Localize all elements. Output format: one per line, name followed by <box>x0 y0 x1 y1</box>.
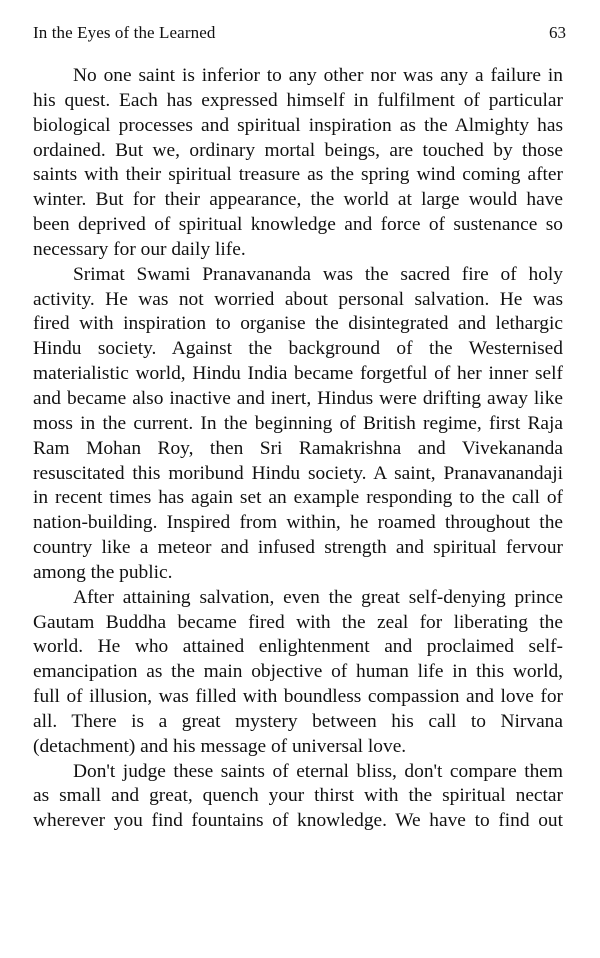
text-line: nation-building. Inspired from within, he roamed throughout the <box>33 512 563 534</box>
text-line: materialistic world, Hindu India became forgetful of her inner self <box>33 363 563 385</box>
paragraph <box>33 760 563 835</box>
text-line: resuscitated this moribund Hindu society. A saint, Pranavanandaji <box>33 462 563 484</box>
text-line: (detachment) and his message of universal love. <box>33 735 407 757</box>
text-line: Gautam Buddha became fired with the zeal for liberating the <box>33 611 563 633</box>
text-line: among the public. <box>33 561 173 583</box>
text-line: saints with their spiritual treasure as the spring wind coming after <box>33 164 563 186</box>
paragraph <box>33 64 563 263</box>
text-line: moss in the current. In the beginning of British regime, first Raja <box>33 412 563 434</box>
text-line: activity. He was not worried about personal salvation. He was <box>33 288 563 310</box>
text-line: emancipation as the main objective of human life in this world, <box>33 661 563 683</box>
text-line: been deprived of spiritual knowledge and force of sustenance so <box>33 214 563 236</box>
text-line: fired with inspiration to organise the disintegrated and lethargic <box>33 313 563 335</box>
text-line: Ram Mohan Roy, then Sri Ramakrishna and Vivekananda <box>33 437 563 459</box>
running-title: In the Eyes of the Learned <box>33 23 216 42</box>
paragraph <box>33 586 563 760</box>
paragraph <box>33 263 563 586</box>
text-line: Don't judge these saints of eternal bliss, don't compare them <box>73 760 563 782</box>
text-line: wherever you find fountains of knowledge. We have to find out <box>33 810 563 832</box>
text-line: in recent times has again set an example responding to the call of <box>33 487 563 509</box>
text-line: Hindu society. Against the background of the Westernised <box>33 338 563 360</box>
text-line: and became also inactive and inert, Hindus were drifting away like <box>33 387 563 409</box>
text-line: No one saint is inferior to any other nor was any a failure in <box>73 65 563 86</box>
text-line: world. He who attained enlightenment and proclaimed self- <box>33 636 563 658</box>
text-line: winter. But for their appearance, the world at large would have <box>33 189 563 211</box>
text-line: as small and great, quench your thirst with the spiritual nectar <box>33 785 563 807</box>
text-line: biological processes and spiritual inspiration as the Almighty has <box>33 114 563 136</box>
body-text <box>33 64 563 834</box>
text-line: ordained. But we, ordinary mortal beings, are touched by those <box>33 139 563 161</box>
text-line: Srimat Swami Pranavananda was the sacred fire of holy <box>73 263 563 285</box>
text-line: his quest. Each has expressed himself in fulfilment of particular <box>33 89 563 111</box>
text-line: full of illusion, was filled with boundless compassion and love for <box>33 686 563 708</box>
text-line: necessary for our daily life. <box>33 238 246 260</box>
text-line: After attaining salvation, even the great self-denying prince <box>73 586 563 608</box>
page-number: 63 <box>549 23 566 42</box>
text-line: country like a meteor and infused strength and spiritual fervour <box>33 537 563 559</box>
text-line: all. There is a great mystery between his call to Nirvana <box>33 710 563 732</box>
